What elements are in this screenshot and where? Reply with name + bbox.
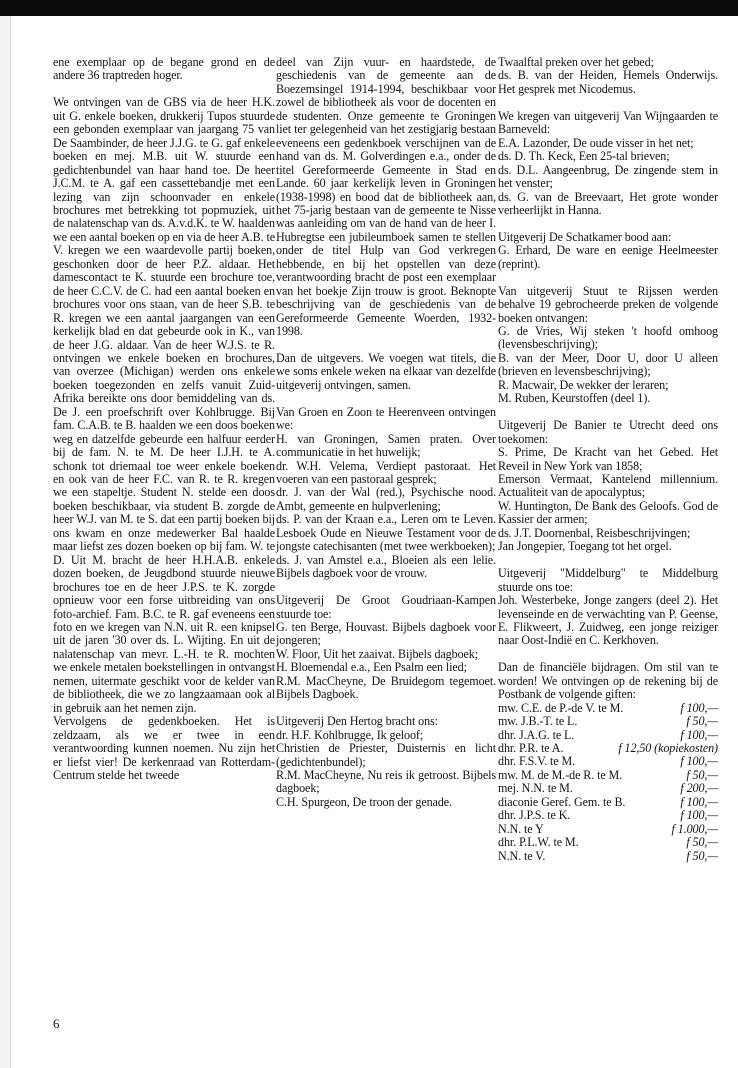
gift-row <box>498 823 718 836</box>
book-entry: Christien de Priester, Duisternis en licht (gedichtenbundel); <box>276 741 496 769</box>
gift-amount: f 50,— <box>686 767 718 782</box>
gift-amount: f 200,— <box>680 781 718 796</box>
paragraph: We ontvingen van de GBS via de heer H.K. uit G. enkele boeken, drukkerij Tupos stuurde een gebonden exemplaar van jaargang 75 van De Saambinder, de heer J.J.G. te G. gaf enkele boeken en mej. M.B. uit W. stuurde een gedichtenbundel van haar hand toe. De heer J.C.M. te A. gaf een cassettebandje met een lezing van zijn schoonvader en enkele brochures met betrekking tot popmuziek, uit de nalatenschap van ds. A.v.d.K. te W. haalden we een aantal boeken op en via de heer A.B. te V. kregen we een waardevolle partij boeken, geschonken door de heer P.Z. aldaar. Het damescontact te K. stuurde een brochure toe, de heer C.C.V. de C. had een aantal boeken en brochures voor ons staan, van de heer S.B. te R. kregen we een aantal jaargangen van een kerkelijk blad en dat gebeurde ook in K., van de heer J.G. aldaar. Van de heer W.J.S. te R. ontvingen we enkele boeken en brochures, van overzee (Michigan) werden ons enkele boeken toegezonden en zelfs vanuit Zuid-Afrika bereikte ons door bemiddeling van ds. De J. een proefschrift over Kohlbrugge. Bij fam. C.A.B. te B. haalden we een doos boeken weg en datzelfde gebeurde een halfuur eerder bij de fam. N. te M. De heer I.J.H. te A. schonk tot driemaal toe weer enkele boeken en ook van de heer F.C. van R. te R. kregen we een stapeltje. Student N. stelde een doos boeken beschikbaar, via student B. zorgde de heer W.J. van M. te S. dat een partij boeken bij ons kwam en onze medewerker Bal haalde maar liefst zes dozen boeken op bij fam. W. te D. Uit M. bracht de heer H.H.A.B. enkele dozen boeken, de Jeugdbond stuurde nieuwe brochures toe en de heer J.P.S. te K. zorgde opnieuw voor een forse uitbreiding van ons foto-archief. Fam. B.C. te R. gaf eveneens een foto en we kregen van N.N. uit R. een knipsel uit de jaren '30 over ds. L. Wijting. En uit de nalatenschap van mevr. L.-H. te R. mochten we enkele metalen boekstellingen in ontvangst nemen, uitermate geschikt voor de kelder van de bibliotheek, die we zo langzaamaan ook al in gebruik aan het nemen zijn. <box>53 95 275 715</box>
book-entry: Joh. Westerbeke, Jonge zangers (deel 2). Het levenseinde en de verwachting van P. Geense, E. Flikweert, J. Zuidweg, een jonge reiziger naar Oost-Indië en C. Kerkhoven. <box>498 593 718 648</box>
gift-amount: f 1.000,— <box>671 821 718 836</box>
book-entry: Twaalftal preken over het gebed; <box>498 55 654 69</box>
book-entry: C.H. Spurgeon, De troon der genade. <box>276 794 452 809</box>
gift-row <box>498 769 718 782</box>
page-number: 6 <box>53 1016 60 1031</box>
gift-row <box>498 796 718 809</box>
publisher-heading: Van Groen en Zoon te Heerenveen ontvingen we: <box>276 404 496 433</box>
gift-donor: N.N. te Y <box>498 821 544 836</box>
document-page <box>13 16 738 1068</box>
paragraph: ene exemplaar op de begane grond en de andere 36 traptreden hoger. <box>53 55 275 83</box>
gift-row <box>498 755 718 768</box>
book-entry: W. Huntington, De Bank des Geloofs. God de Kassier der armen; <box>498 498 718 527</box>
gift-row <box>498 729 718 742</box>
book-entry: ds. J. van Amstel e.a., Bloeien als een lelie. Bijbels dagboek voor de vrouw. <box>276 552 496 581</box>
book-entry: ds. P. van der Kraan e.a., Leren om te Leven. Lesboek Oude en Nieuwe Testament voor de jongste catechisanten (met twee werkboeken); <box>276 512 496 554</box>
gift-amount: f 12,50 (kopiekosten) <box>618 741 718 756</box>
gift-amount: f 100,— <box>680 727 718 742</box>
gift-donor: diaconie Geref. Gem. te B. <box>498 794 626 809</box>
gift-amount: f 100,— <box>680 700 718 715</box>
gift-row <box>498 836 718 849</box>
book-entry: B. van der Meer, Door U, door U alleen (brieven en levensbeschrijving); <box>498 350 718 379</box>
paragraph: Vervolgens de gedenkboeken. Het is zeldzaam, als we er twee in een verantwoording kunnen noemen. Nu zijn het er liefst vier! De kerkenraad van Rotterdam-Centrum stelde het tweede <box>53 714 275 782</box>
publisher-heading: Uitgeverij De Banier te Utrecht deed ons toekomen: <box>498 418 718 446</box>
gift-donor: mw. C.E. de P.-de V. te M. <box>498 700 624 715</box>
column-2 <box>276 56 496 809</box>
book-entry: G. ten Berge, Houvast. Bijbels dagboek voor jongeren; <box>276 619 496 648</box>
book-entry: H. Bloemendal e.a., Een Psalm een lied; <box>276 660 467 675</box>
book-entry: ds. D. Th. Keck, Een 25-tal brieven; <box>498 149 670 164</box>
book-entry: G. Erhard, De ware en eenige Heelmeester (reprint). <box>498 243 718 271</box>
book-entry: G. de Vries, Wij steken 't hoofd omhoog (levensbeschrijving); <box>498 324 718 352</box>
gift-row <box>498 742 718 755</box>
publisher-heading: Uitgeverij Den Hertog bracht ons: <box>276 714 438 729</box>
book-entry: H. van Groningen, Samen praten. Over communicatie in het huwelijk; <box>276 431 496 460</box>
book-entry: E.A. Lazonder, De oude visser in het net; <box>498 135 694 150</box>
gift-donor: dhr. J.P.S. te K. <box>498 808 571 823</box>
scan-top-border <box>0 0 738 16</box>
book-entry: W. Floor, Uit het zaaivat. Bijbels dagboek; <box>276 646 479 661</box>
gift-amount: f 100,— <box>680 808 718 823</box>
gift-donor: dhr. J.A.G. te L. <box>498 727 575 742</box>
book-entry: R. Macwair, De wekker der leraren; <box>498 377 669 392</box>
paragraph: Dan de uitgevers. We voegen wat titels, die we soms enkele weken na elkaar van dezelfde uitgeverij ontvingen, samen. <box>276 350 496 392</box>
book-entry: dr. H.F. Kohlbrugge, Ik geloof; <box>276 727 424 742</box>
gift-donor: N.N. te V. <box>498 848 546 863</box>
gift-row <box>498 782 718 795</box>
publisher-heading: Uitgeverij De Groot Goudriaan-Kampen stuurde toe: <box>276 593 496 621</box>
book-entry: Jan Jongepier, Toegang tot het orgel. <box>498 539 672 554</box>
book-entry: dr. W.H. Velema, Verdiept pastoraat. Het voeren van een pastoraal gesprek; <box>276 458 496 487</box>
gift-amount: f 100,— <box>680 794 718 809</box>
publisher-heading: Uitgeverij "Middelburg" te Middelburg stuurde ons toe: <box>498 566 718 594</box>
gift-list <box>498 702 718 863</box>
gift-amount: f 50,— <box>686 835 718 850</box>
scan-left-margin <box>0 16 11 1068</box>
book-entry: R.M. MacCheyne, Nu reis ik getroost. Bijbels dagboek; <box>276 767 496 796</box>
book-entry: Emerson Vermaat, Kantelend millennium. Actualiteit van de apocalyptus; <box>498 471 718 500</box>
book-entry: R.M. MacCheyne, De Bruidegom tegemoet. Bijbels Dagboek. <box>276 673 496 702</box>
gift-donor: mw. M. de M.-de R. te M. <box>498 767 623 782</box>
book-entry: ds. G. van de Breevaart, Het grote wonder verheerlijkt in Hanna. <box>498 189 718 217</box>
gift-amount: f 100,— <box>680 754 718 769</box>
paragraph: deel van Zijn vuur- en haardstede, de geschiedenis van de gemeente aan de Boezemsingel 1914-1994, beschikbaar voor zowel de bibliotheek als voor de docenten en de studenten. Onze gemeente te Groningen liet ter gelegenheid van het zestigjarig bestaan eveneens een gedenkboek verschijnen van de hand van ds. M. Golverdingen e.a., onder de titel Gereformeerde Gemeente in Stad en Lande. 60 jaar kerkelijk leven in Groningen (1938-1998) en bood dat de bibliotheek aan, het 75-jarig bestaan van de gemeente te Nisse was aanleiding om van de hand van de heer I. Hubregtse een jubileumboek samen te stellen onder de titel Hulp van God verkregen hebbende, en bij het opstellen van deze verantwoording bracht de post een exemplaar van het boekje Zijn trouw is groot. Beknopte beschrijving van de geschiedenis van de Gereformeerde Gemeente Woerden, 1932-1998. <box>276 55 496 339</box>
gift-donor: dhr. P.R. te A. <box>498 741 564 756</box>
gift-row <box>498 702 718 715</box>
book-entry: dr. J. van der Wal (red.), Psychische nood. Ambt, gemeente en hulpverlening; <box>276 485 496 513</box>
gift-amount: f 50,— <box>686 848 718 863</box>
publisher-heading: Uitgeverij De Schatkamer bood aan: <box>498 229 672 244</box>
gift-donor: dhr. P.L.W. te M. <box>498 835 579 850</box>
gift-donor: dhr. F.S.V. te M. <box>498 754 576 769</box>
gift-row <box>498 809 718 822</box>
book-entry: M. Ruben, Keurstoffen (deel 1). <box>498 391 651 406</box>
gift-row <box>498 715 718 728</box>
gift-donor: mw. J.B.-T. te L. <box>498 714 578 729</box>
book-entry: S. Prime, De Kracht van het Gebed. Het Reveil in New York van 1858; <box>498 445 718 473</box>
publisher-heading: We kregen van uitgeverij Van Wijngaarden te Barneveld: <box>498 108 718 137</box>
column-1 <box>53 56 275 796</box>
gift-row <box>498 850 718 863</box>
publisher-heading: Van uitgeverij Stuut te Rijssen werden behalve 19 gebrocheerde preken de volgende boeken ontvangen: <box>498 283 718 325</box>
gift-amount: f 50,— <box>686 714 718 729</box>
gift-donor: mej. N.N. te M. <box>498 781 573 796</box>
book-entry: ds. B. van der Heiden, Hemels Onderwijs. Het gesprek met Nicodemus. <box>498 68 718 96</box>
book-entry: ds. D.L. Aangeenbrug, De zingende stem in het venster; <box>498 162 718 191</box>
book-entry: ds. J.T. Doornenbal, Reisbeschrijvingen; <box>498 525 691 540</box>
paragraph: Dan de financiële bijdragen. Om stil van te worden! We ontvingen op de rekening bij de Postbank de volgende giften: <box>498 660 718 702</box>
column-3 <box>498 56 718 863</box>
